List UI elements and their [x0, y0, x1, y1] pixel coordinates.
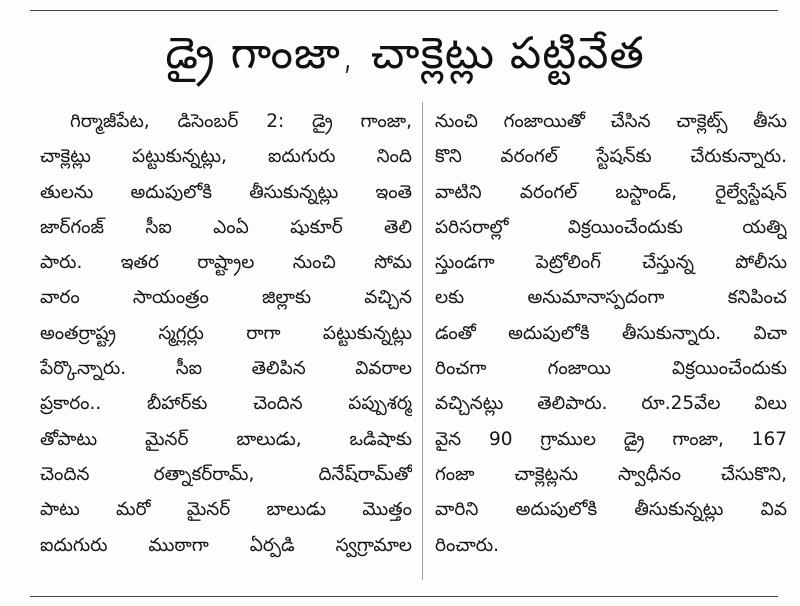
- left-line-11: చెందిన రత్నాకర్‌రామ్, దినేష్‌రామ్‌తో: [40, 463, 412, 485]
- left-line-10: తోపాటు మైనర్ బాలుడు, ఒడిషాకు: [40, 428, 412, 450]
- left-line-4: జార్‌గంజ్ సీఐ ఎంఏ షుకూర్ తెలి: [40, 216, 412, 238]
- left-line-6: వారం సాయంత్రం జిల్లాకు వచ్చిన: [40, 287, 412, 309]
- right-line-13: రించారు.: [435, 534, 500, 556]
- left-line-5: పారు. ఇతర రాష్ట్రాల నుంచి సోమ: [40, 252, 412, 274]
- left-column: [40, 104, 412, 563]
- right-line-7: డంతో అదుపులోకి తీసుకున్నారు. విచా: [435, 322, 787, 344]
- right-line-3: వాటిని వరంగల్ బస్టాండ్, రైల్వేస్టేషన్: [435, 181, 787, 203]
- right-line-10: వైన 90 గ్రాముల డ్రై గాంజా, 167: [435, 428, 787, 450]
- right-line-8: రించగా గంజాయి విక్రయించేందుకు: [435, 358, 787, 380]
- left-line-12: పాటు మరో మైనర్ బాలుడు మొత్తం: [40, 499, 412, 521]
- left-line-7: అంతర్రాష్ట్ర స్మగ్లర్లు రాగా పట్టుకున్నట్లు: [40, 322, 412, 344]
- left-line-2: చాక్లెట్లు పట్టుకున్నట్లు, ఐదుగురు నింది: [40, 146, 412, 168]
- headline: డ్రై గాంజా, చాక్లెట్లు పట్టివేత: [165, 28, 645, 79]
- right-line-4: పరిసరాల్లో విక్రయించేందుకు యత్ని: [435, 216, 787, 238]
- left-line-13: ఐదుగురు ముఠాగా ఏర్పడి స్వగ్రామాల: [40, 534, 412, 556]
- left-line-3: తులను అదుపులోకి తీసుకున్నట్లు ఇంతె: [40, 181, 412, 203]
- right-line-12: వారిని అదుపులోకి తీసుకున్నట్లు వివ: [435, 499, 787, 521]
- right-line-5: స్తుండగా పెట్రోలింగ్ చేస్తున్న పోలీసు: [435, 252, 787, 274]
- right-line-1: నుంచి గంజాయితో చేసిన చాక్లెట్స్ తీసు: [435, 111, 787, 132]
- left-line-9: ప్రకారం.. బీహార్‌కు చెందిన పప్పుశర్మ: [40, 393, 412, 415]
- bottom-rule: [30, 596, 778, 597]
- left-line-8: పేర్కొన్నారు. సీఐ తెలిపిన వివరాల: [40, 358, 412, 380]
- right-line-11: గంజా చాక్లెట్లను స్వాధీనం చేసుకొని,: [435, 463, 787, 485]
- right-column: [435, 104, 787, 563]
- right-line-9: వచ్చినట్లు తెలిపారు. రూ.25వేల విలు: [435, 393, 787, 415]
- right-line-6: లకు అనుమానాస్పదంగా కనిపించ: [435, 287, 787, 309]
- top-rule: [30, 10, 778, 11]
- right-line-2: కొని వరంగల్ స్టేషన్‌కు చేరుకున్నారు.: [435, 146, 787, 168]
- left-line-1: గిర్మాజీపేట, డిసెంబర్ 2: డ్రై గాంజా,: [70, 111, 412, 132]
- column-divider: [422, 102, 423, 580]
